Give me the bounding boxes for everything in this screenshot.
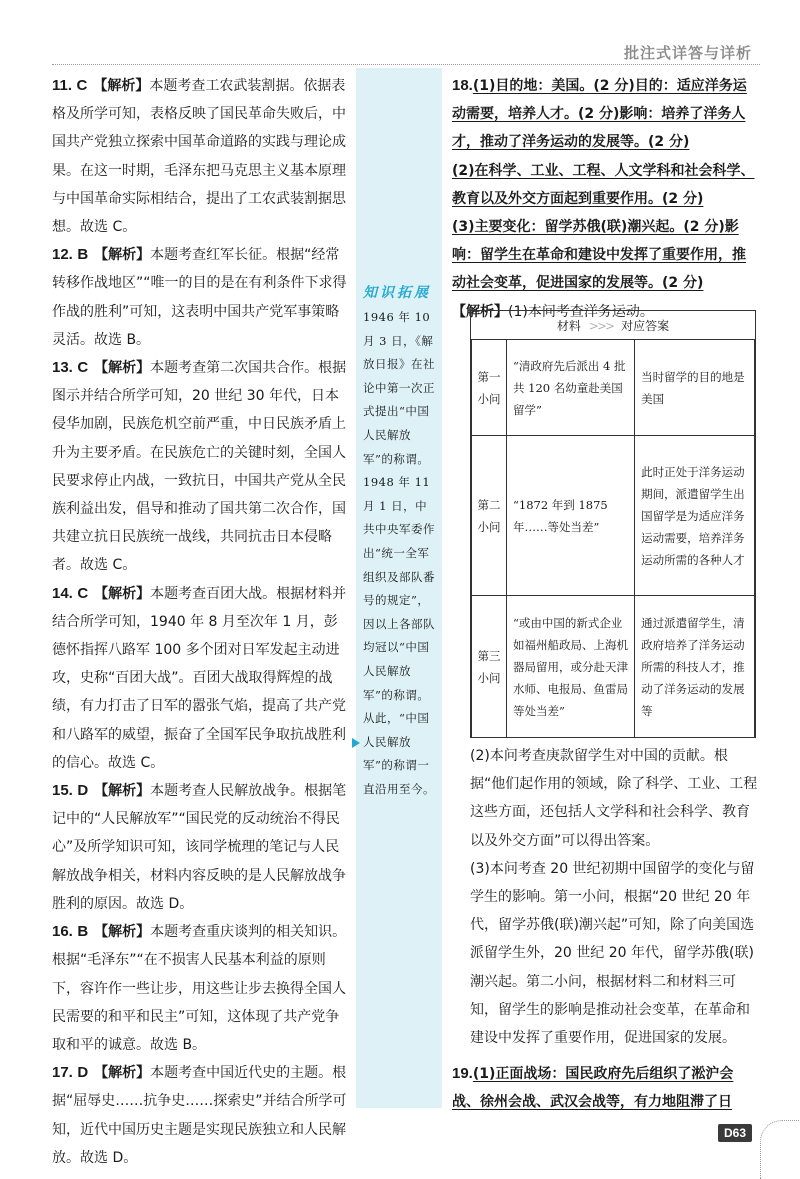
analysis-tag: 【解析】 (452, 303, 508, 320)
analysis-continued (470, 742, 758, 1052)
question-number: 15. (52, 782, 73, 800)
question-number: 11. (52, 77, 73, 94)
question-number: 18. (452, 77, 473, 94)
analysis-tag: 【解析】 (94, 360, 151, 377)
answer-item-14 (52, 580, 350, 777)
answer-item-18-part1 (452, 72, 758, 157)
table-row (472, 340, 755, 436)
page-corner-decoration (760, 1120, 800, 1179)
answer-choice: B (77, 923, 89, 941)
table-header-row (472, 311, 755, 340)
sidebar-pointer-icon (352, 738, 360, 748)
answer-item-18-part2 (452, 157, 758, 213)
answer-text: (1)正面战场：国民政府先后组织了淞沪会战、徐州会战、武汉会战等，有力地阻滞了日 (452, 1066, 734, 1111)
table-header-material: 材料 (556, 318, 581, 333)
answer-item-11 (52, 72, 350, 241)
analysis-text: 本题考查百团大战。根据材料并结合所学可知，1940 年 8 月至次年 1 月，彭德怀指挥八路军 100 多个团对日军发起主动进攻，史称“百团大战”。百团大战取得辉煌的战绩，有力打击了日军的嚣张气焰，提高了共产党和八路军的威望，振奋了全国军民争取抗战胜利的信心。故选 C。 (52, 585, 347, 771)
page-number-badge: D63 (718, 1124, 752, 1142)
answer-choice: C (77, 584, 89, 602)
table-cell-question: 第三小问 (472, 596, 507, 738)
answer-item-16 (52, 918, 350, 1059)
analysis-text: 本题考查重庆谈判的相关知识。根据“毛泽东”“在不损害人民基本利益的原则下，容许作一些让步，用这些让步去换得全国人民需要的和平和民主”可知，这体现了共产党争取和平的诚意。故选 B。 (52, 924, 347, 1053)
analysis-text: 本题考查红军长征。根据“经常转移作战地区”“唯一的目的是在有利条件下求得作战的胜利”可知，这表明中国共产党军事策略灵活。故选 B。 (52, 247, 347, 348)
table-row (472, 596, 755, 738)
answer-choice: D (77, 782, 89, 800)
analysis-text: (1)本问考查洋务运动。 (508, 303, 654, 320)
left-answer-column (52, 72, 350, 1172)
answer-item-12 (52, 241, 350, 354)
answer-text: (3)主要变化：留学苏俄(联)潮兴起。(2 分)影响：留学生在革命和建设中发挥了重要作用，推动社会变革，促进国家的发展等。(2 分) (452, 219, 746, 292)
header-divider (52, 64, 760, 65)
answer-item-19 (452, 1060, 758, 1116)
answer-choice: C (77, 359, 89, 377)
analysis-tag: 【解析】 (93, 78, 150, 94)
analysis-tag: 【解析】 (94, 247, 151, 264)
answer-item-18-part3 (452, 213, 758, 298)
header-title: 批注式详答与详析 (623, 44, 752, 62)
question-number: 12. (52, 246, 73, 264)
table-cell-material: “1872 年到 1875 年……等处当差” (507, 436, 635, 596)
question-number: 19. (452, 1065, 473, 1082)
table-cell-answer: 此时正处于洋务运动期间，派遣留学生出国留学是为适应洋务运动需要，培养洋务运动所需的各种人才 (635, 436, 755, 596)
question-number: 17. (52, 1064, 73, 1082)
table-cell-material: “或由中国的新式企业如福州船政局、上海机器局留用，或分赴天津水师、电报局、鱼雷局等处当差” (507, 596, 635, 738)
table-cell-answer: 通过派遣留学生，清政府培养了洋务运动所需的科技人才，推动了洋务运动的发展等 (635, 596, 755, 738)
answer-text: (1)目的地：美国。(2 分)目的：适应洋务运动需要，培养人才。(2 分)影响：培养了洋务人才，推动了洋务运动的发展等。(2 分) (452, 78, 747, 151)
analysis-part3: (3)本问考查 20 世纪初期中国留学的变化与留学生的影响。第一小问，根据“20 世纪 20 年代，留学苏俄(联)潮兴起”可知，除了向美国选派留学生外，20 世纪 20 年代，留学苏俄(联)潮兴起。第二小问，根据材料二和材料三可知，留学生的影响是推动社会变革，在革命和建设中发挥了重要作用，促进国家的发展。 (470, 860, 755, 1047)
analysis-tag: 【解析】 (94, 924, 151, 941)
answer-item-17 (52, 1059, 350, 1172)
table-header-answer: 对应答案 (621, 318, 670, 333)
table-cell-material: “清政府先后派出 4 批共 120 名幼童赴美国留学” (507, 340, 635, 436)
answer-choice: D (77, 1064, 89, 1082)
question-number: 16. (52, 923, 73, 941)
analysis-part2: (2)本问考查庚款留学生对中国的贡献。根据“他们起作用的领域，除了科学、工业、工程这些方面，还包括人文学科和社会科学、教育以及外交方面”可以得出答案。 (470, 748, 758, 849)
question-number: 13. (52, 359, 73, 377)
chevrons-icon: >>> (588, 318, 614, 333)
question-number: 14. (52, 584, 73, 602)
analysis-tag: 【解析】 (94, 1065, 151, 1082)
answer-text: (2)在科学、工业、工程、人文学科和社会科学、教育以及外交方面起到重要作用。(2 分) (452, 162, 755, 207)
analysis-tag: 【解析】 (94, 783, 151, 800)
table-row (472, 436, 755, 596)
analysis-text: 本题考查人民解放战争。根据笔记中的“人民解放军”“国民党的反动统治不得民心”及所学知识可知，该同学梳理的笔记与人民解放战争相关，材料内容反映的是人民解放战争胜利的原因。故选 D。 (52, 783, 347, 912)
analysis-text: 本题考查工农武装割据。依据表格及所学可知，表格反映了国民革命失败后，中国共产党独立探索中国革命道路的实践与理论成果。在这一时期，毛泽东把马克思主义基本原理与中国革命实际相结合，提出了工农武装割据思想。故选 C。 (52, 78, 346, 236)
analysis-text: 本题考查中国近代史的主题。根据“屈辱史……抗争史……探索史”并结合所学可知，近代中国历史主题是实现民族独立和人民解放。故选 D。 (52, 1065, 347, 1166)
answer-item-15 (52, 777, 350, 918)
analysis-text: 本题考查第二次国共合作。根据图示并结合所学可知，20 世纪 30 年代，日本侵华加剧，民族危机空前严重，中日民族矛盾上升为主要矛盾。在民族危亡的关键时刻，全国人民要求停止内战，一致抗日，中国共产党从全民族利益出发，倡导和推动了国共第二次合作，国共建立抗日民族统一战线，共同抗击日本侵略者。故选 C。 (52, 360, 347, 574)
material-answer-table (470, 310, 756, 738)
right-answer-column (452, 72, 758, 326)
table-cell-question: 第一小问 (472, 340, 507, 436)
answer-choice: B (77, 246, 89, 264)
answer-item-13 (52, 354, 350, 580)
sidebar-text: 1946 年 10 月 3 日，《解放日报》在社论中第一次正式提出“中国人民解放军”的称谓。1948 年 11 月 1 日，中共中央军委作出“统一全军组织及部队番号的规定”，因以上各部队均冠以“中国人民解放军”的称谓。从此，“中国人民解放军”的称谓一直沿用至今。 (363, 310, 435, 796)
answer-choice: C (76, 77, 88, 94)
sidebar-title: 知识拓展 (363, 285, 431, 301)
table-cell-question: 第二小问 (472, 436, 507, 596)
analysis-tag: 【解析】 (94, 585, 151, 602)
table-cell-answer: 当时留学的目的地是美国 (635, 340, 755, 436)
